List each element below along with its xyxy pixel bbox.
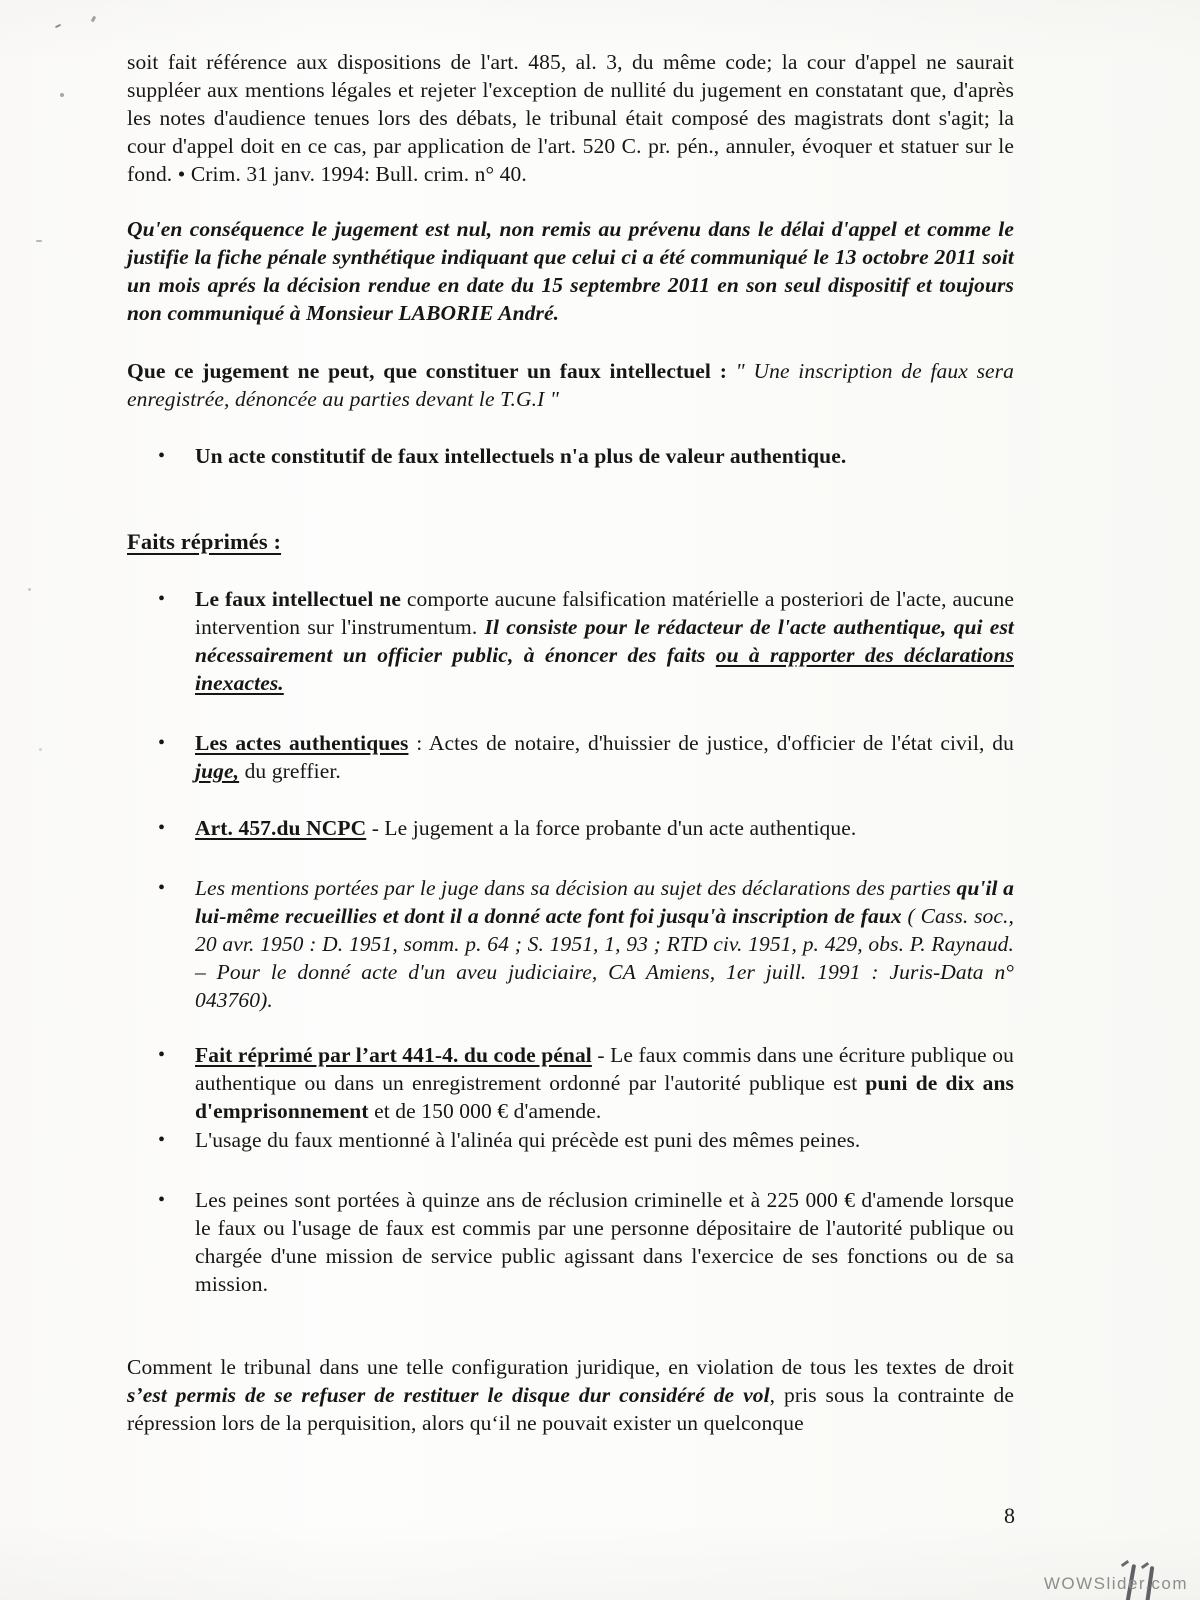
- para-comment-tribunal: [127, 1353, 1014, 1437]
- text-segment: Il consiste pour le rédacteur de l'acte authentique, qui est nécessairement un officier public, à énoncer des faits: [195, 615, 1014, 667]
- bullet-icon: •: [158, 817, 166, 839]
- text-segment: Le faux intellectuel ne: [195, 587, 407, 611]
- bullet-text: [195, 585, 1014, 697]
- bullet-peines: [127, 1186, 1014, 1298]
- text-segment: puni de dix ans d'emprisonnement: [195, 1071, 1014, 1123]
- bullet-text: [195, 442, 1014, 470]
- bullet-usage-faux: [127, 1126, 1014, 1154]
- bullet-art-441-4: [127, 1041, 1014, 1125]
- bullet-acte-constitutif: [127, 442, 1014, 470]
- text-segment: Art. 457.du NCPC: [195, 816, 367, 840]
- text-segment: - Le faux commis dans une écriture publique ou authentique ou dans un enregistrement ordonné par l'autorité publique est: [195, 1043, 1014, 1095]
- text-segment: L'usage du faux mentionné à l'alinéa qui précède est puni des mêmes peines.: [195, 1128, 861, 1152]
- text-segment: du greffier.: [239, 759, 341, 783]
- bullet-mentions-juge: [127, 874, 1014, 1014]
- bullet-text: [195, 814, 1014, 842]
- bullet-text: [195, 1126, 1014, 1154]
- scan-speck: [39, 748, 42, 751]
- bullet-text: [195, 1186, 1014, 1298]
- bullet-actes-authentiques: [127, 729, 1014, 785]
- scan-speck: [36, 240, 42, 242]
- text-segment: s’est permis de se refuser de restituer le disque dur considéré de vol: [127, 1383, 770, 1407]
- para-jugement-nul: [127, 215, 1014, 327]
- scan-speck: [91, 16, 96, 23]
- text-segment: Comment le tribunal dans une telle configuration juridique, en violation de tous les textes de droit: [127, 1355, 1014, 1379]
- bullet-icon: •: [158, 1129, 166, 1151]
- bullet-icon: •: [158, 877, 166, 899]
- bullet-icon: •: [158, 588, 166, 610]
- text-segment: : Actes de notaire, d'huissier de justice, d'officier de l'état civil, du: [408, 731, 1014, 755]
- bullet-text: [195, 874, 1014, 1014]
- text-segment: soit fait référence aux dispositions de l'art. 485, al. 3, du même code; la cour d'appel ne saurait suppléer aux mentions légales et rejeter l'exception de nullité du jugement en constatant que, d'après les notes d'audience tenues lors des débats, le tribunal était composé des magistrats dont s'agit; la cour d'appel doit en ce cas, par application de l'art. 520 C. pr. pén., annuler, évoquer et statuer sur le fond. • Crim. 31 janv. 1994: Bull. crim. n° 40.: [127, 50, 1014, 186]
- bullet-icon: •: [158, 732, 166, 754]
- text-segment: - Le jugement a la force probante d'un acte authentique.: [366, 816, 857, 840]
- text-segment: ( Cass. soc., 20 avr. 1950 : D. 1951, somm. p. 64 ; S. 1951, 1, 93 ; RTD civ. 1951, p. 429, obs. P. Raynaud. – Pour le donné acte d'un aveu judiciaire, CA Amiens, 1er juill. 1991 : Juris-Data n° 043760).: [195, 904, 1014, 1012]
- text-segment: , pris sous la contrainte de répression lors de la perquisition, alors qu‘il ne pouvait exister un quelconque: [127, 1383, 1014, 1435]
- text-segment: Qu'en conséquence le jugement est nul, non remis au prévenu dans le délai d'appel et comme le justifie la fiche pénale synthétique indiquant que celui ci a été communiqué le 13 octobre 2011 soit un mois aprés la décision rendue en date du 15 septembre 2011 en son seul dispositif et toujours non communiqué à Monsieur LABORIE André.: [127, 217, 1014, 325]
- text-segment: Les actes authentiques: [195, 731, 409, 755]
- text-segment: et de 150 000 € d'amende.: [368, 1099, 602, 1123]
- scan-speck: [28, 588, 31, 591]
- text-segment: Faits réprimés :: [127, 529, 282, 554]
- bullet-text: [195, 1041, 1014, 1125]
- text-segment: Que ce jugement ne peut, que constituer un faux intellectuel :: [127, 359, 736, 383]
- para-faux-intellectuel-quote: [127, 357, 1014, 413]
- text-segment: Fait réprimé par l’art 441-4. du code pénal: [195, 1043, 592, 1067]
- text-segment: " Une inscription de faux sera enregistrée, dénoncée au parties devant le T.G.I ": [127, 359, 1014, 411]
- bullet-icon: •: [158, 1189, 166, 1211]
- text-segment: Les peines sont portées à quinze ans de réclusion criminelle et à 225 000 € d'amende lorsque le faux ou l'usage de faux est commis par une personne dépositaire de l'autorité publique ou chargée d'une mission de service public agissant dans l'exercice de ses fonctions ou de sa mission.: [195, 1188, 1014, 1296]
- text-segment: Les mentions portées par le juge dans sa décision au sujet des déclarations des parties: [195, 876, 957, 900]
- ink-mark: [1121, 1560, 1129, 1567]
- watermark-text: WOWSlider.com: [1043, 1574, 1188, 1593]
- scan-speck: [60, 93, 64, 97]
- ink-mark: [1141, 1562, 1149, 1569]
- text-segment: comporte aucune falsification matérielle a posteriori de l'acte, aucune intervention sur l'instrumentum.: [195, 587, 1014, 639]
- heading-faits-reprimes: [127, 528, 1014, 556]
- bullet-art-457-ncpc: [127, 814, 1014, 842]
- text-segment: ou à rapporter des déclarations inexactes.: [195, 643, 1014, 695]
- text-segment: qu'il a lui-même recueillies et dont il a donné acte font foi jusqu'à inscription de faux: [195, 876, 1015, 928]
- scan-speck: [55, 24, 61, 28]
- document-body: [127, 48, 1014, 1437]
- bullet-faux-intellectuel: [127, 585, 1014, 697]
- para-cassation-ref: [127, 48, 1014, 188]
- text-segment: Un acte constitutif de faux intellectuels n'a plus de valeur authentique.: [195, 444, 847, 468]
- bullet-icon: •: [158, 1044, 166, 1066]
- bullet-text: [195, 729, 1014, 785]
- text-segment: juge,: [195, 759, 240, 783]
- bullet-icon: •: [158, 445, 166, 467]
- page-number: 8: [1004, 1503, 1015, 1528]
